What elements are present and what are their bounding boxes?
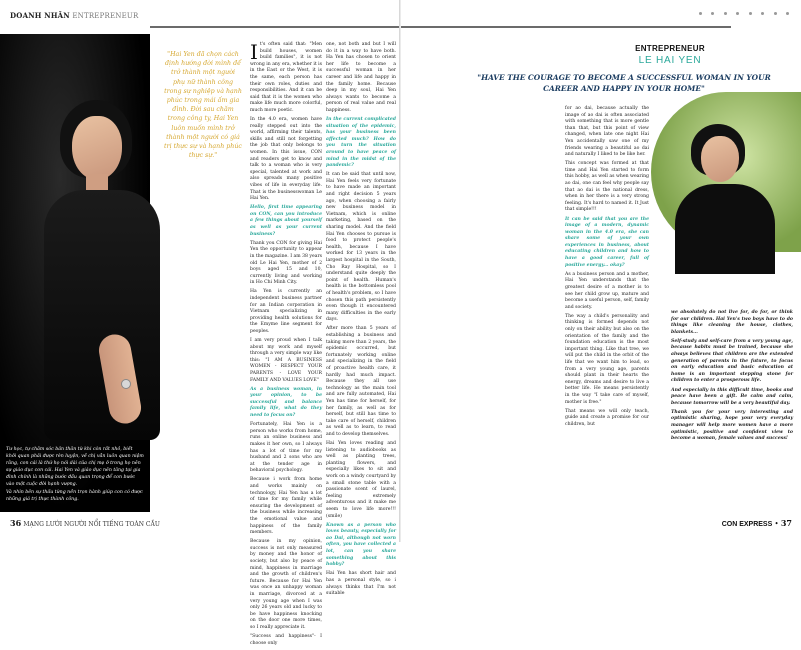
- top-rule: [401, 26, 731, 28]
- article-paragraph: Thank you for your very interesting and optimistic sharing, hope your very everyday manager will help more women have a more optimistic, positive and confident view to become a woman, female values and success!: [671, 409, 793, 442]
- article-paragraph: Self-study and self-care from a very young age, because habits must be trained, because she always believes that children are the extended generation of parents in the future, to focus on early education and basic education at home is an important stepping stone for children to enter a prosperous life.: [671, 338, 793, 384]
- watch-icon: [121, 379, 131, 389]
- article-paragraph: Because i work from home and works mainly on technology, Hai Yen has a lot of time for my family while ensuring the development of the business while increasing the emotional value and happiness of the family members.: [250, 477, 322, 536]
- article-paragraph: In the 4.0 era, women have really stepped out into the world, affirming their talents, skills and still not forgetting the job that only belongs to women. In this issue, CON and readers get to know and talk to a woman who is very special, talented at work and also spreads many positive vibes of life in everyday life. That is the businesswoman Le Hai Yen.: [250, 117, 322, 202]
- article-paragraph: Thank you CON for giving Hai Yen the opportunity to appear in the magazine. I am 38 years old Le Hai Yen, mother of 2 boys aged 15 and 10, currently living and working in Ho Chi Minh City.: [250, 240, 322, 286]
- footer-right: CON EXPRESS • 37: [721, 518, 792, 528]
- article-paragraph: As a business person and a mother, Hai Yen understands that the greatest desire of a mother is to see her child grow up, mature and become a useful person, self, family and society.: [565, 271, 649, 310]
- footer-tagline: MẠNG LƯỚI NGƯỜI NỔI TIẾNG TOÀN CẦU: [23, 521, 160, 528]
- subject-body: [675, 184, 775, 274]
- article-paragraph: Fortunately, Hai Yen is a person who works from home, runs an online business and makes it her own, so I always has a lot of time for my husband and 2 sons who are at the tender age in behavioral psychology.: [250, 422, 322, 474]
- footer-brand: CON EXPRESS: [721, 521, 773, 528]
- article-column-4: [671, 310, 793, 445]
- subject-photo: [651, 92, 801, 252]
- section-main: DOANH NHÂN: [10, 11, 70, 20]
- article-paragraph: And especially in this difficult time, books and peace have been a gift. Be calm and calm, because tomorrow will be a very beautiful day.: [671, 387, 793, 406]
- top-rule: [150, 26, 399, 28]
- article-paragraph: we absolutely do not live for, do for, or think for our children. Hai Yen's two boys have to do things like cleaning the house, clothes, blankets...: [671, 310, 793, 335]
- caption-paragraph: Và nhìn bên sự thấu từng nền trọn hành giúp con có được những giá trị thực thành công.: [6, 490, 143, 502]
- portrait-face: [72, 116, 122, 180]
- article-subject-name: LE HAI YEN: [638, 55, 702, 66]
- drop-cap: I: [250, 40, 258, 64]
- section-sub: ENTREPRENEUR: [72, 12, 139, 20]
- page-number: 36: [10, 518, 22, 528]
- article-paragraph: That means we will only teach, guide and create a promise for our children, but: [565, 408, 649, 427]
- article-paragraph: "Success and happiness"- I choose only: [250, 634, 322, 646]
- portrait-dress: [44, 190, 160, 440]
- footer-left: [10, 518, 160, 528]
- left-page: [0, 0, 399, 646]
- subject-face: [701, 136, 739, 182]
- right-page: [401, 0, 800, 542]
- portrait-panel: [0, 34, 150, 512]
- photo-caption: [6, 446, 144, 504]
- article-paragraph: Hai Yen has short hair and has a personal style, so i always thinks that I'm not suitable: [326, 571, 396, 597]
- article-paragraph: Ha Yen is currently an independent business partner for an Indian corporation in Vietnam specializing in providing health solutions for the Emyme line segment for peoples.: [250, 289, 322, 334]
- decorative-dots: [699, 12, 789, 18]
- interview-question: As a business woman, in your opinion, to be successful and balance family life, what do they need to focus on?: [250, 386, 322, 419]
- article-paragraph: [250, 42, 322, 115]
- article-kicker: ENTREPRENEUR: [635, 44, 705, 53]
- article-headline: "HAVE THE COURAGE TO BECOME A SUCCESSFUL WOMAN IN YOUR CAREER AND HAPPY IN YOUR HOME": [477, 73, 771, 93]
- article-column-3: [565, 106, 649, 431]
- interview-question: Known as a person who loves beauty, especially for ao Dai, although not worn often, you have collected a lot, can you share something about this hobby?: [326, 522, 396, 568]
- page-number: 37: [780, 518, 792, 528]
- interview-question: Hello, first time appearing on CON, can you introduce a few things about yourself as well as your current business?: [250, 205, 322, 237]
- article-paragraph: This concept was formed at that time and Hai Yen started to form this hobby, as well as when wearing ao dai, one can feel why people say that ao dai is the national dress, when in her there is a very strong feeling. It's hard to named it. It Just that simple!!!: [565, 161, 649, 213]
- caption-paragraph: Tư học, tự chăm sóc bản thân từ khi còn rất nhỏ, biết khởi quan phải được rèn luyện, về chị vẫn luôn quan niệm rằng, con cái là thứ họ nói dài của chị mẹ ở trong họ nên sự giáo dục con cái. Hai Yen và giáo dục nên tăng tại gia đình chính là những bước đầu quan trọng để con bước vào một cuộc đời hạnh vượng.: [6, 447, 144, 487]
- article-paragraph: Because in my opinion, success is not only measured by money and the honor of society, but also by peace of mind, happiness in marriage and the growth of children's future. Because for Hai Yen was once an unhappy woman in marriage, divorced at a very young age when I was only 26 years old and lucky to be have happiness knocking on the door one more times, so I really appreciate it.: [250, 539, 322, 630]
- interview-question: It can be said that you are the image of a modern, dynamic woman in the 4.0 era, she can share some of your own experiences in business, about educating children and how to have a good career, full of positive energy... okay?: [565, 216, 649, 268]
- article-paragraph-text: t's often said that: "Men build houses, women build families", it is not wrong in any era, whether it is in the East or the West, it is the same, each person has their own roles, duties and responsibilities. And it can be said that it is the women who make life much more colorful, much more poetic.: [250, 42, 322, 113]
- interview-question: In the current complicated situation of the epidemic, has your business been affected much? How do you turn the situation around to have peace of mind in the midst of the pandemic?: [326, 117, 396, 169]
- pull-quote: [164, 50, 242, 225]
- article-column-1-text: [250, 42, 322, 650]
- article-column-2: [326, 42, 396, 600]
- article-paragraph: I am very proud when I talk about my work and myself through a very simple way like this: "I AM A BUSINESS WOMEN - RESPECT YOUR PARENTS - LOVE YOUR FAMILY AND VALUES LOVE": [250, 338, 322, 383]
- article-paragraph: It can be said that until now, Hai Yen feels very fortunate to have made an important and right decision 5 years ago, when choosing a fairly new business model in Vietnam, which is online marketing, based on the sharing model. And the field Hai Yen chooses to pursue is food to protect people's health, because I have worked for 13 years in the largest hospital in the South, Cho Ray Hospital, so I understand quite deeply the point of health. Human's health is the bottomless pool of health's problem, so I have chosen this path persistently even though it encountered many difficulties in the early days.: [326, 172, 396, 323]
- article-paragraph: for ao dai, because actually the image of ao dai is often associated with something that is more gentle than that, but this point of view changed, when late one night Hai Yen accidentally saw one of my friends wearing a beautiful ao dai and naturally I liked to be like her.: [565, 106, 649, 158]
- article-paragraph: After more than 5 years of establishing a business and taking more than 2 years, the epidemic occurred, but fortunately working online and specializing in the field of proactive health care, it hardly had much impact. Because they all use technology as the main tool and are fully automated, Hai Yen has time for herself, for her family, as well as for herself, but still has time to take care of herself, children as well as to learn, to read and to develop themselves.: [326, 326, 396, 437]
- article-paragraph: Hai Yen loves reading and listening to audiobooks as well as planting trees, planting flowers, and especially likes to sit and work on a windy courtyard by a small stone table with a passionate scent of laurel, feeling extremely adventurous and it make me seem to love life more!!! (smile): [326, 441, 396, 519]
- pull-quote-text: "Hai Yen đã chọn cách định hướng đời mình để trở thành một người phụ nữ thành công trong sự nghiệp và hạnh phúc trong mái ấm gia đình. Đời sau chăm trong công ty, Hai Yen luôn muốn mình trở thành một người có giá trị thực sự và hạnh phúc thực sự.": [164, 51, 242, 160]
- section-header: [10, 11, 139, 20]
- article-paragraph: The way a child's personality and thinking is formed depends not only on their ability but also on the orientation of the family and the foundation education is the most important thing. Like that tree, we will put the child in the orbit of the life that we want him to lead, so from a very young age, parents should plant in their hearts the energy, dreams and desire to live a better life. He means persistently in the way "I take care of myself, mother is free.": [565, 313, 649, 405]
- article-paragraph: one, not both and but I will do it in a way to have both. Ha Yen has chosen to orient her life to become a successful woman in her career and life and happy in the family home. Because deep in my soul, Hai Yen always wants to become a person of real value and real happiness.: [326, 42, 396, 113]
